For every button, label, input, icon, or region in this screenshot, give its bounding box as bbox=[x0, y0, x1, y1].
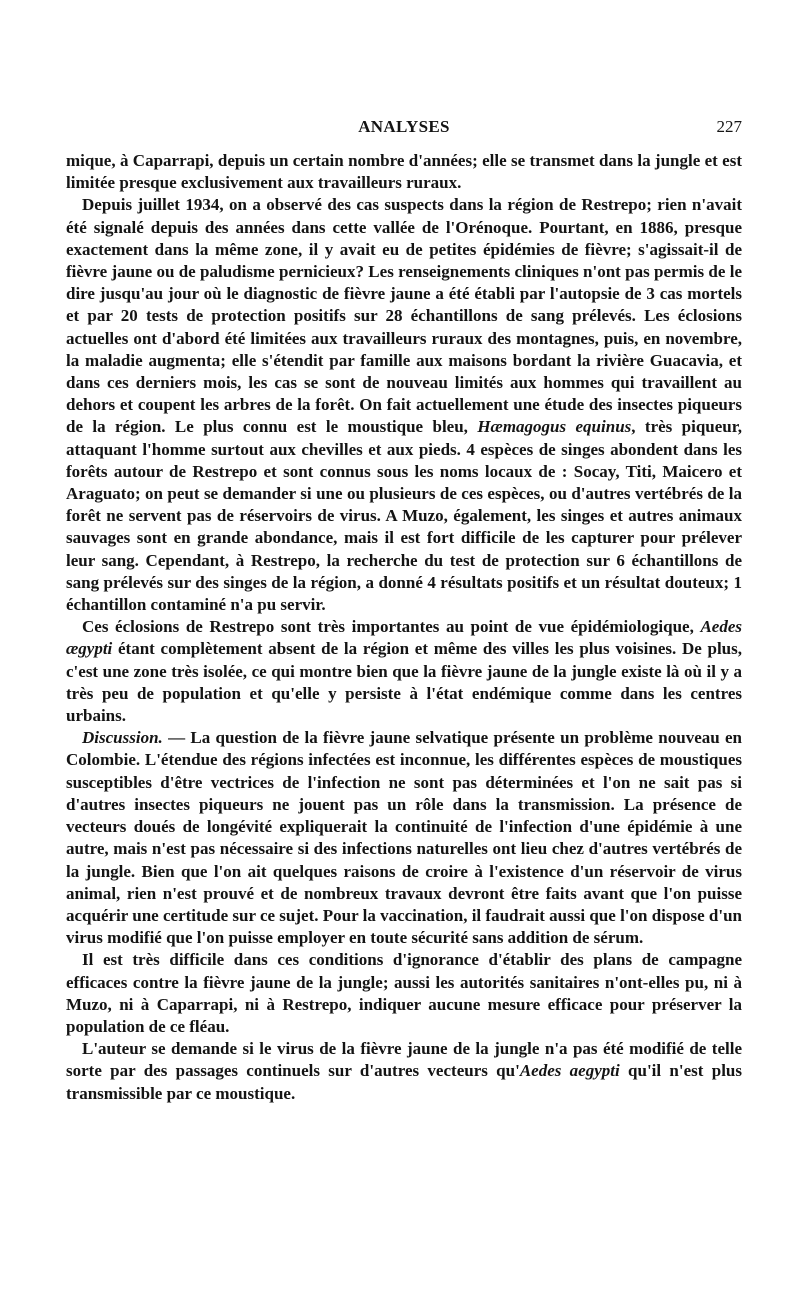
page bbox=[66, 117, 742, 1105]
paragraph-text: — La question de la fièvre jaune selvatique présente un problème nouveau en Colombie. L'étendue des régions infectées est inconnue, les différentes espèces de moustiques susceptibles d'être vectrices de l'infection ne sont pas déterminées et l'on ne sait pas si d'autres insectes piqueurs ne jouent pas un rôle dans la transmission. La présence de vecteurs doués de longévité expliquerait la continuité de l'infection d'une épidémie à une autre, mais n'est pas nécessaire si des infections naturelles ont lieu chez d'autres vertébrés de la jungle. Bien que l'on ait quelques raisons de croire à l'existence d'un réservoir de virus animal, rien n'est prouvé et de nombreux travaux devront être faits avant que l'on puisse acquérir une certitude sur ce sujet. Pour la vaccination, il faudrait aussi que l'on dispose d'un virus modifié que l'on puisse employer en toute sécurité sans addition de sérum. bbox=[66, 728, 742, 948]
paragraph-epidemiology bbox=[66, 616, 742, 727]
paragraph-text-part: Ces éclosions de Restrepo sont très importantes au point de vue épidémiologique, bbox=[82, 617, 701, 637]
paragraph-discussion bbox=[66, 727, 742, 949]
paragraph-text-part: qu'il n'est plus transmissible par ce moustique. bbox=[66, 1061, 743, 1103]
paragraph-restrepo-outbreak bbox=[66, 194, 742, 616]
running-head bbox=[66, 117, 742, 145]
paragraph-campaign-plans bbox=[66, 949, 742, 1038]
page-number: 227 bbox=[716, 117, 742, 136]
paragraph-text: mique, à Caparrapi, depuis un certain nombre d'années; elle se transmet dans la jungle et est limitée presque exclusivement aux travailleurs ruraux. bbox=[66, 151, 742, 193]
section-label: Discussion. bbox=[82, 728, 163, 748]
species-name: Aedes aegypti bbox=[519, 1061, 620, 1081]
paragraph-text-part: L'auteur se demande si le virus de la fièvre jaune de la jungle n'a pas été modifié de telle sorte par des passages continuels sur d'autres vecteurs qu' bbox=[66, 1039, 742, 1081]
paragraph-text: Il est très difficile dans ces conditions d'ignorance d'établir des plans de campagne efficaces contre la fièvre jaune de la jungle; aussi les autorités sanitaires n'ont-elles pu, ni à Muzo, ni à Caparrapi, ni à Restrepo, indiquer aucune mesure efficace pour préserver la population de ce fléau. bbox=[66, 950, 742, 1036]
paragraph-text-part: Depuis juillet 1934, on a observé des cas suspects dans la région de Restrepo; rien n'avait été signalé depuis des années dans cette vallée de l'Orénoque. Pourtant, en 1886, presque exactement dans la même zone, il y avait eu de petites épidémies de fièvre; s'agissait-il de fièvre jaune ou de paludisme pernicieux? Les renseignements cliniques n'ont pas permis de le dire jusqu'au jour où le diagnostic de fièvre jaune a été établi par l'autopsie de 3 cas mortels et par 20 tests de protection positifs sur 28 échantillons de sang prélevés. Les éclosions actuelles ont d'abord été limitées aux travailleurs ruraux des montagnes, puis, en novembre, la maladie augmenta; elle s'étendit par famille aux maisons bordant la rivière Guacavia, et dans ces derniers mois, les cas se sont de nouveau limités aux hommes qui travaillent au dehors et coupent les arbres de la forêt. On fait actuellement une étude des insectes piqueurs de la région. Le plus connu est le moustique bleu, bbox=[66, 195, 742, 437]
paragraph-conclusion bbox=[66, 1038, 742, 1105]
paragraph-text-part: , très piqueur, attaquant l'homme surtout aux chevilles et aux pieds. 4 espèces de singes abondent dans les forêts autour de Restrepo et sont connus sous les noms locaux de : Socay, Titi, Maicero et Araguato; on peut se demander si une ou plusieurs de ces espèces, ou d'autres vertébrés de la forêt ne servent pas de réservoirs de virus. A Muzo, également, les singes et autres animaux sauvages sont en grande abondance, mais il est fort difficile de les capturer pour prélever leur sang. Cependant, à Restrepo, la recherche du test de protection sur 6 échantillons de sang prélevés sur des singes de la région, a donné 4 résultats positifs et un résultat douteux; 1 échantillon contaminé n'a pu servir. bbox=[66, 417, 742, 615]
paragraph-text-part: étant complètement absent de la région et même des villes les plus voisines. De plus, c'est une zone très isolée, ce qui montre bien que la fièvre jaune de la jungle existe là où il y a très peu de population et qu'elle y persiste à l'état endémique comme dans les centres urbains. bbox=[66, 639, 742, 726]
running-title: ANALYSES bbox=[358, 117, 450, 136]
article-body bbox=[66, 150, 742, 1105]
species-name: Aedes ægypti bbox=[66, 617, 742, 659]
paragraph-continuation bbox=[66, 150, 742, 194]
species-name: Hæmagogus equinus bbox=[477, 417, 632, 437]
